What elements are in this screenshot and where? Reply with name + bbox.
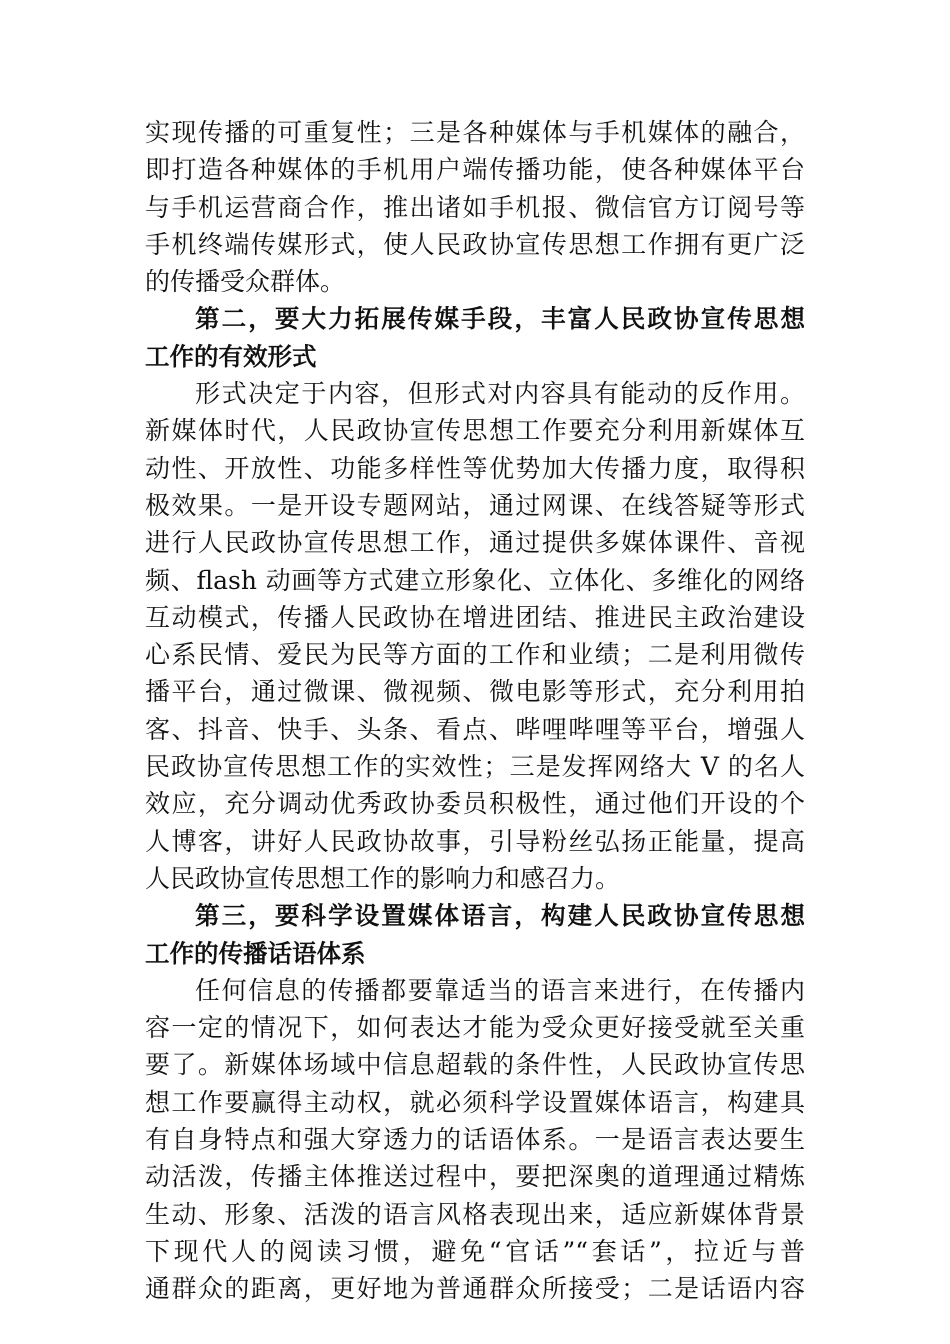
text-line: 频、flash 动画等方式建立形象化、立体化、多维化的网络 bbox=[145, 565, 805, 595]
text-line: 客、抖音、快手、头条、看点、哔哩哔哩等平台，增强人 bbox=[145, 714, 805, 744]
text-line: 任何信息的传播都要靠适当的语言来进行，在传播内 bbox=[195, 975, 805, 1005]
body-paragraph bbox=[145, 114, 805, 300]
text-line: 容一定的情况下，如何表达才能为受众更好接受就至关重 bbox=[145, 1013, 805, 1043]
body-paragraph bbox=[145, 972, 805, 1308]
text-line: 形式决定于内容，但形式对内容具有能动的反作用。 bbox=[195, 379, 805, 409]
text-line: 民政协宣传思想工作的实效性；三是发挥网络大 V 的名人 bbox=[145, 752, 805, 782]
body-paragraph bbox=[145, 375, 805, 897]
heading-line: 第二，要大力拓展传媒手段，丰富人民政协宣传思想 bbox=[195, 304, 805, 334]
text-line: 通群众的距离，更好地为普通群众所接受；二是话语内容 bbox=[145, 1274, 805, 1304]
text-line: 即打造各种媒体的手机用户端传播功能，使各种媒体平台 bbox=[145, 155, 805, 185]
text-line: 动性、开放性、功能多样性等优势加大传播力度，取得积 bbox=[145, 453, 805, 483]
document-page bbox=[145, 114, 805, 1308]
text-line: 想工作要赢得主动权，就必须科学设置媒体语言，构建具 bbox=[145, 1087, 805, 1117]
section-heading bbox=[145, 300, 805, 375]
text-line: 与手机运营商合作，推出诸如手机报、微信官方订阅号等 bbox=[145, 192, 805, 222]
text-line: 手机终端传媒形式，使人民政协宣传思想工作拥有更广泛 bbox=[145, 229, 805, 259]
section-heading bbox=[145, 897, 805, 972]
heading-line: 工作的传播话语体系 bbox=[145, 938, 366, 968]
text-line: 有自身特点和强大穿透力的话语体系。一是语言表达要生 bbox=[145, 1125, 805, 1155]
text-line: 下现代人的阅读习惯，避免“官话”“套话”，拉近与普 bbox=[145, 1236, 805, 1266]
text-line: 心系民情、爱民为民等方面的工作和业绩；二是利用微传 bbox=[145, 640, 805, 670]
heading-line: 第三，要科学设置媒体语言，构建人民政协宣传思想 bbox=[195, 901, 805, 931]
text-line: 人民政协宣传思想工作的影响力和感召力。 bbox=[145, 863, 621, 893]
text-line: 进行人民政协宣传思想工作，通过提供多媒体课件、音视 bbox=[145, 528, 805, 558]
text-line: 人博客，讲好人民政协故事，引导粉丝弘扬正能量，提高 bbox=[145, 826, 805, 856]
text-line: 要了。新媒体场域中信息超载的条件性，人民政协宣传思 bbox=[145, 1050, 805, 1080]
text-line: 新媒体时代，人民政协宣传思想工作要充分利用新媒体互 bbox=[145, 416, 805, 446]
text-line: 的传播受众群体。 bbox=[145, 267, 346, 297]
text-line: 效应，充分调动优秀政协委员积极性，通过他们开设的个 bbox=[145, 789, 805, 819]
heading-line: 工作的有效形式 bbox=[145, 341, 317, 371]
text-line: 动活泼，传播主体推送过程中，要把深奥的道理通过精炼 bbox=[145, 1162, 805, 1192]
text-line: 互动模式，传播人民政协在增进团结、推进民主政治建设 bbox=[145, 602, 805, 632]
text-line: 极效果。一是开设专题网站，通过网课、在线答疑等形式 bbox=[145, 490, 805, 520]
text-line: 实现传播的可重复性；三是各种媒体与手机媒体的融合， bbox=[145, 118, 805, 147]
text-line: 生动、形象、活泼的语言风格表现出来，适应新媒体背景 bbox=[145, 1199, 805, 1229]
text-line: 播平台，通过微课、微视频、微电影等形式，充分利用拍 bbox=[145, 677, 805, 707]
